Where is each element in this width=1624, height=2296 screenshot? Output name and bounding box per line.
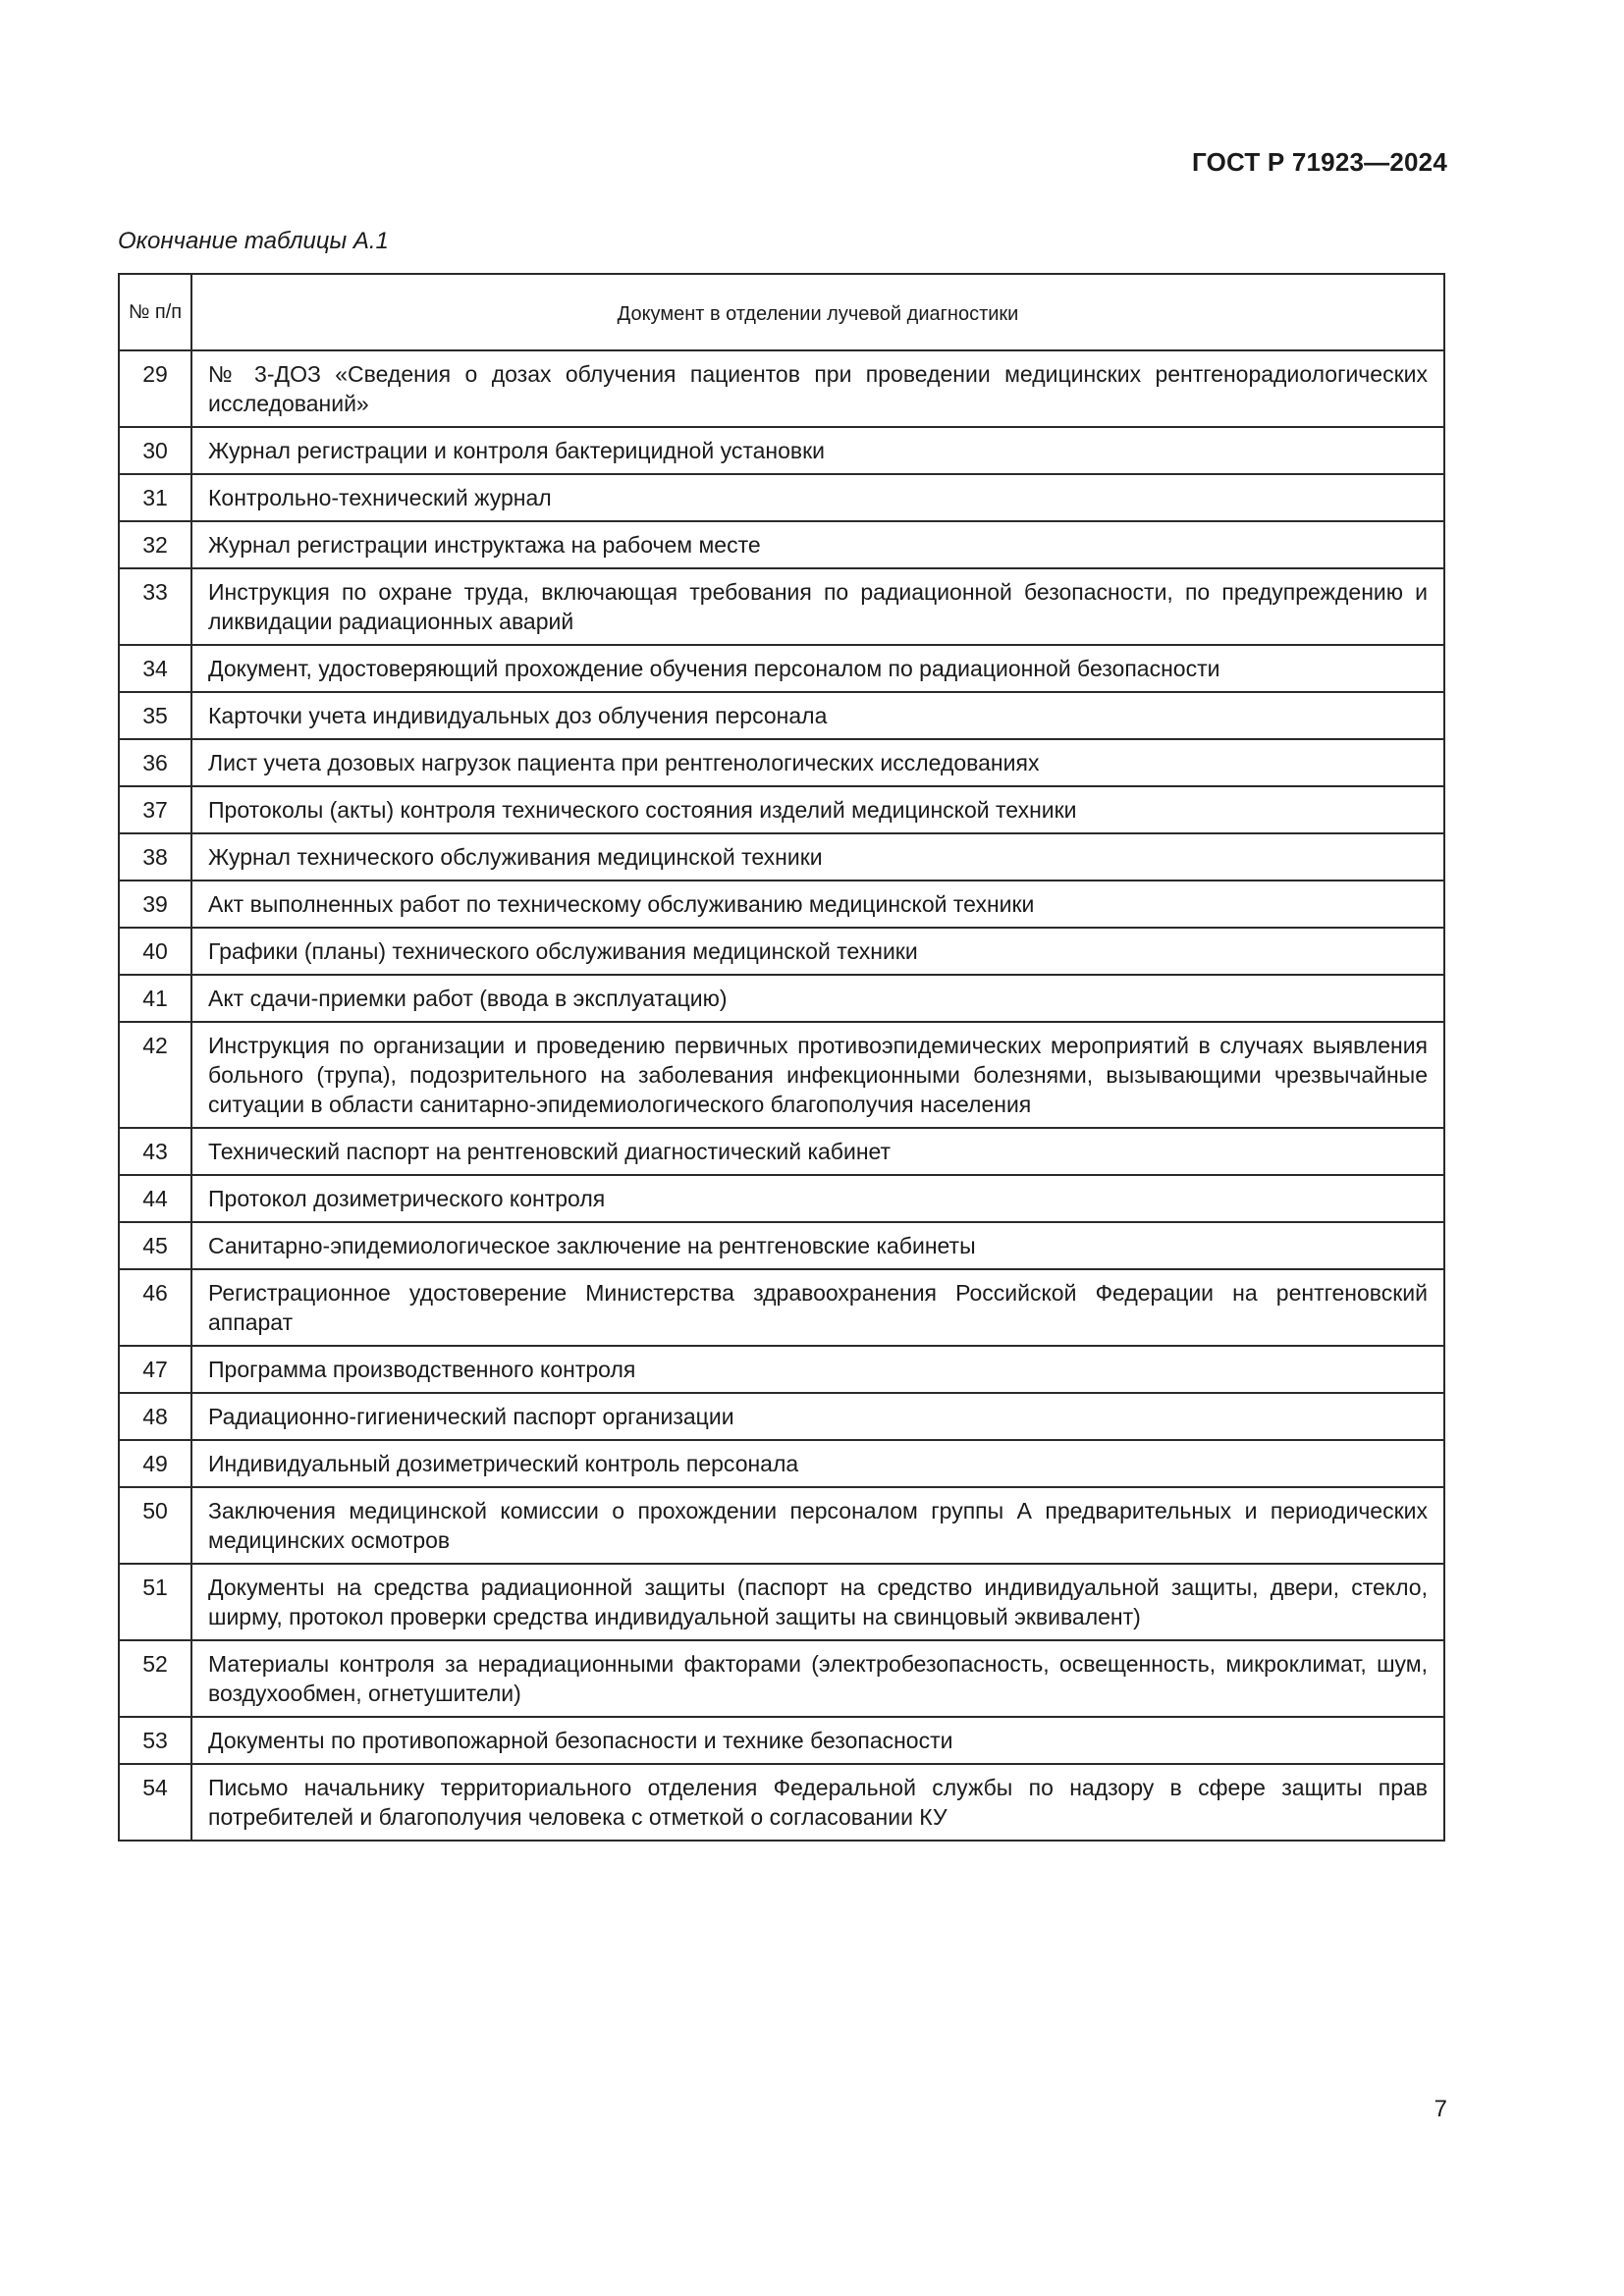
row-number: 36	[119, 739, 191, 786]
row-number: 37	[119, 786, 191, 833]
documents-table	[118, 273, 1445, 1842]
row-number: 40	[119, 928, 191, 975]
table-header-row	[119, 274, 1444, 350]
row-number: 35	[119, 692, 191, 739]
table-row	[119, 928, 1444, 975]
row-number: 30	[119, 427, 191, 474]
row-number: 44	[119, 1175, 191, 1222]
row-document: Документ, удостоверяющий прохождение обучения персоналом по радиационной безопасности	[191, 645, 1444, 692]
row-document: Письмо начальнику территориального отделения Федеральной службы по надзору в сфере защиты прав потребителей и благополучия человека с отметкой о согласовании КУ	[191, 1764, 1444, 1841]
table-row	[119, 568, 1444, 645]
document-code: ГОСТ Р 71923—2024	[1192, 147, 1447, 177]
row-document: Программа производственного контроля	[191, 1346, 1444, 1393]
row-number: 41	[119, 975, 191, 1022]
row-document: Индивидуальный дозиметрический контроль персонала	[191, 1440, 1444, 1487]
table-row	[119, 1022, 1444, 1128]
table-row	[119, 645, 1444, 692]
row-number: 54	[119, 1764, 191, 1841]
table-row	[119, 1487, 1444, 1564]
row-document: Инструкция по охране труда, включающая требования по радиационной безопасности, по предупреждению и ликвидации радиационных аварий	[191, 568, 1444, 645]
row-document: Материалы контроля за нерадиационными факторами (электробезопасность, освещенность, микроклимат, шум, воздухообмен, огнетушители)	[191, 1640, 1444, 1717]
table-row	[119, 427, 1444, 474]
table-row	[119, 881, 1444, 928]
row-number: 32	[119, 521, 191, 568]
row-document: Технический паспорт на рентгеновский диагностический кабинет	[191, 1128, 1444, 1175]
row-number: 47	[119, 1346, 191, 1393]
table-row	[119, 1440, 1444, 1487]
table-row	[119, 350, 1444, 427]
row-number: 34	[119, 645, 191, 692]
table-row	[119, 1640, 1444, 1717]
row-document: Протоколы (акты) контроля технического состояния изделий медицинской техники	[191, 786, 1444, 833]
row-document: Инструкция по организации и проведению первичных противоэпидемических мероприятий в случаях выявления больного (трупа), подозрительного на заболевания инфекционными болезнями, вызывающими чрезвычайные ситуации в области санитарно-эпидемиологического благополучия населения	[191, 1022, 1444, 1128]
table-row	[119, 739, 1444, 786]
row-document: Журнал регистрации инструктажа на рабочем месте	[191, 521, 1444, 568]
table-row	[119, 521, 1444, 568]
table-row	[119, 1128, 1444, 1175]
row-number: 45	[119, 1222, 191, 1269]
row-number: 42	[119, 1022, 191, 1128]
table-body	[119, 350, 1444, 1841]
row-number: 50	[119, 1487, 191, 1564]
table-row	[119, 1764, 1444, 1841]
row-document: Карточки учета индивидуальных доз облучения персонала	[191, 692, 1444, 739]
row-document: Документы на средства радиационной защиты (паспорт на средство индивидуальной защиты, двери, стекло, ширму, протокол проверки средства индивидуальной защиты на свинцовый эквивалент)	[191, 1564, 1444, 1640]
table-row	[119, 474, 1444, 521]
row-number: 49	[119, 1440, 191, 1487]
row-document: Регистрационное удостоверение Министерства здравоохранения Российской Федерации на рентгеновский аппарат	[191, 1269, 1444, 1346]
row-number: 29	[119, 350, 191, 427]
row-number: 39	[119, 881, 191, 928]
row-document: Графики (планы) технического обслуживания медицинской техники	[191, 928, 1444, 975]
row-document: № 3-ДОЗ «Сведения о дозах облучения пациентов при проведении медицинских рентгенорадиологических исследований»	[191, 350, 1444, 427]
page-number: 7	[1434, 2096, 1447, 2122]
row-document: Акт сдачи-приемки работ (ввода в эксплуатацию)	[191, 975, 1444, 1022]
row-number: 52	[119, 1640, 191, 1717]
column-header-document: Документ в отделении лучевой диагностики	[191, 274, 1444, 350]
row-document: Заключения медицинской комиссии о прохождении персоналом группы А предварительных и периодических медицинских осмотров	[191, 1487, 1444, 1564]
row-document: Санитарно-эпидемиологическое заключение на рентгеновские кабинеты	[191, 1222, 1444, 1269]
row-document: Контрольно-технический журнал	[191, 474, 1444, 521]
row-document: Документы по противопожарной безопасности и технике безопасности	[191, 1717, 1444, 1764]
table-row	[119, 1564, 1444, 1640]
table-row	[119, 1175, 1444, 1222]
table-row	[119, 1717, 1444, 1764]
table-row	[119, 833, 1444, 881]
row-document: Протокол дозиметрического контроля	[191, 1175, 1444, 1222]
table-caption: Окончание таблицы А.1	[118, 228, 389, 254]
table-row	[119, 1393, 1444, 1440]
row-number: 43	[119, 1128, 191, 1175]
row-document: Акт выполненных работ по техническому обслуживанию медицинской техники	[191, 881, 1444, 928]
column-header-number: № п/п	[119, 274, 191, 350]
row-document: Журнал технического обслуживания медицинской техники	[191, 833, 1444, 881]
row-number: 51	[119, 1564, 191, 1640]
table-row	[119, 1346, 1444, 1393]
row-number: 53	[119, 1717, 191, 1764]
table-row	[119, 1269, 1444, 1346]
row-document: Лист учета дозовых нагрузок пациента при рентгенологических исследованиях	[191, 739, 1444, 786]
row-document: Радиационно-гигиенический паспорт организации	[191, 1393, 1444, 1440]
row-number: 46	[119, 1269, 191, 1346]
row-number: 38	[119, 833, 191, 881]
table-row	[119, 786, 1444, 833]
row-number: 31	[119, 474, 191, 521]
row-number: 33	[119, 568, 191, 645]
row-document: Журнал регистрации и контроля бактерицидной установки	[191, 427, 1444, 474]
table-row	[119, 975, 1444, 1022]
table-row	[119, 692, 1444, 739]
table-row	[119, 1222, 1444, 1269]
row-number: 48	[119, 1393, 191, 1440]
